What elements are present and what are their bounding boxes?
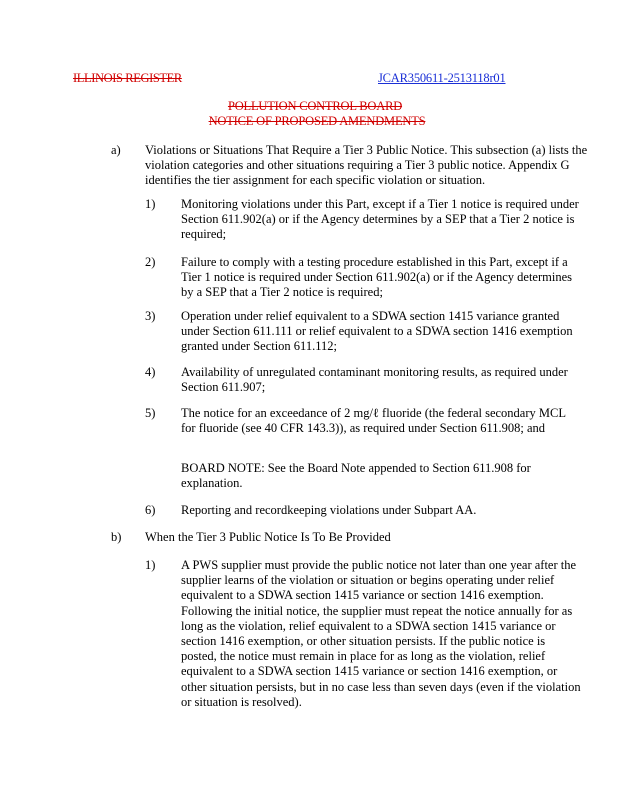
item-a4-label: 4) [145, 365, 156, 379]
item-a1-label: 1) [145, 197, 156, 211]
notice-title: NOTICE OF PROPOSED AMENDMENTS [208, 114, 426, 128]
agency-title: POLLUTION CONTROL BOARD [227, 99, 403, 113]
item-a6-text: Reporting and recordkeeping violations under Subpart AA. [181, 503, 477, 517]
board-note: BOARD NOTE: See the Board Note appended to Section 611.908 for explanation. [181, 461, 531, 491]
item-a6-label: 6) [145, 503, 156, 517]
item-a1-text: Monitoring violations under this Part, except if a Tier 1 notice is required under Section 611.902(a) or if the Agency determines by a SEP that a Tier 2 notice is required; [181, 197, 579, 242]
section-a-text: Violations or Situations That Require a Tier 3 Public Notice. This subsection (a) lists the violation categories and other situations requiring a Tier 3 public notice. Appendix G identifies the tier assignment for each specific violation or situation. [145, 143, 588, 188]
item-a3-text: Operation under relief equivalent to a SDWA section 1415 variance granted under Section 611.111 or relief equivalent to a SDWA section 1416 exemption granted under Section 611.112; [181, 309, 573, 354]
item-a3-label: 3) [145, 309, 156, 323]
register-header: ILLINOIS REGISTER [73, 71, 182, 85]
jcar-code: JCAR350611-2513118r01 [378, 71, 506, 85]
section-b-text: When the Tier 3 Public Notice Is To Be Provided [145, 530, 391, 544]
item-a2-label: 2) [145, 255, 156, 269]
item-a4-text: Availability of unregulated contaminant monitoring results, as required under Section 611.907; [181, 365, 568, 395]
item-a5-text: The notice for an exceedance of 2 mg/ℓ fluoride (the federal secondary MCL for fluoride (see 40 CFR 143.3)), as required under Section 611.908; and [181, 406, 566, 436]
item-b1-text: A PWS supplier must provide the public notice not later than one year after the supplier learns of the violation or situation or begins operating under relief equivalent to a SDWA section 1415 variance or section 1416 exemption. Following the initial notice, the supplier must repeat the notice annually for as long as the violation, relief equivalent to a SDWA section 1415 variance or section 1416 exemption, or other situation persists. If the public notice is posted, the notice must remain in place for as long as the violation, relief equivalent to a SDWA section 1415 variance or section 1416 exemption, or other situation persists, but in no case less than seven days (even if the violation or situation is resolved). [181, 558, 581, 709]
item-b1-label: 1) [145, 558, 156, 572]
item-a5-label: 5) [145, 406, 156, 420]
section-b-label: b) [111, 530, 122, 544]
item-a2-text: Failure to comply with a testing procedure established in this Part, except if a Tier 1 notice is required under Section 611.902(a) or if the Agency determines by a SEP that a Tier 2 notice is required; [181, 255, 572, 300]
section-a-label: a) [111, 143, 121, 157]
